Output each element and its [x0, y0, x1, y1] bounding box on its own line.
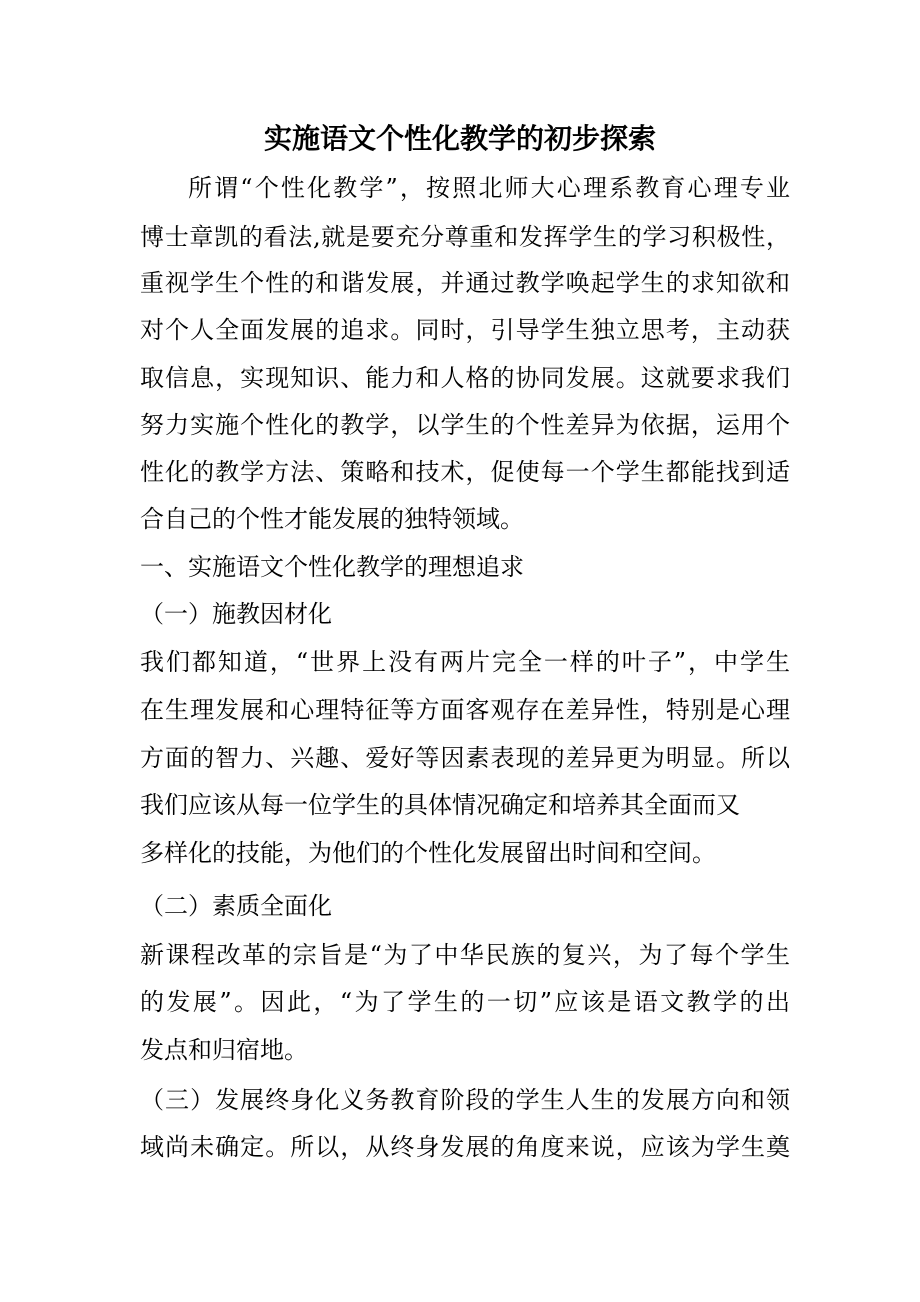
paragraph-line: 我们应该从每一位学生的具体情况确定和培养其全面而又 — [140, 791, 740, 819]
subsection-heading: （三）发展终身化义务教育阶段的学生人生的发展方向和领 — [140, 1086, 790, 1114]
document-title: 实施语文个性化教学的初步探索 — [263, 122, 656, 155]
paragraph-line: 域尚未确定。所以，从终身发展的角度来说，应该为学生奠 — [140, 1133, 790, 1161]
paragraph-line: 方面的智力、兴趣、爱好等因素表现的差异更为明显。所以 — [140, 744, 790, 772]
paragraph-line: 取信息，实现知识、能力和人格的协同发展。这就要求我们 — [140, 364, 790, 392]
section-heading: 一、实施语文个性化教学的理想追求 — [140, 553, 524, 581]
paragraph-line: 合自己的个性才能发展的独特领域。 — [140, 505, 524, 533]
paragraph-line: 对个人全面发展的追求。同时，引导学生独立思考，主动获 — [140, 316, 790, 344]
paragraph-line: 在生理发展和心理特征等方面客观存在差异性，特别是心理 — [140, 696, 790, 724]
paragraph-line: 努力实施个性化的教学，以学生的个性差异为依据，运用个 — [140, 411, 790, 439]
subsection-heading: （一）施教因材化 — [140, 600, 332, 628]
paragraph-line: 博士章凯的看法,就是要充分尊重和发挥学生的学习积极性， — [140, 223, 790, 251]
paragraph-line: 所谓“个性化教学”，按照北师大心理系教育心理专业 — [188, 174, 790, 202]
paragraph-line: 性化的教学方法、策略和技术，促使每一个学生都能找到适 — [140, 458, 790, 486]
paragraph-line: 新课程改革的宗旨是“为了中华民族的复兴，为了每个学生 — [140, 941, 790, 969]
paragraph-line: 的发展”。因此，“为了学生的一切”应该是语文教学的出 — [140, 988, 790, 1016]
paragraph-line: 多样化的技能，为他们的个性化发展留出时间和空间。 — [140, 839, 716, 867]
paragraph-line: 我们都知道，“世界上没有两片完全一样的叶子”，中学生 — [140, 648, 790, 676]
paragraph-line: 发点和归宿地。 — [140, 1036, 308, 1064]
paragraph-line: 重视学生个性的和谐发展，并通过教学唤起学生的求知欲和 — [140, 269, 790, 297]
subsection-heading: （二）素质全面化 — [140, 892, 332, 920]
